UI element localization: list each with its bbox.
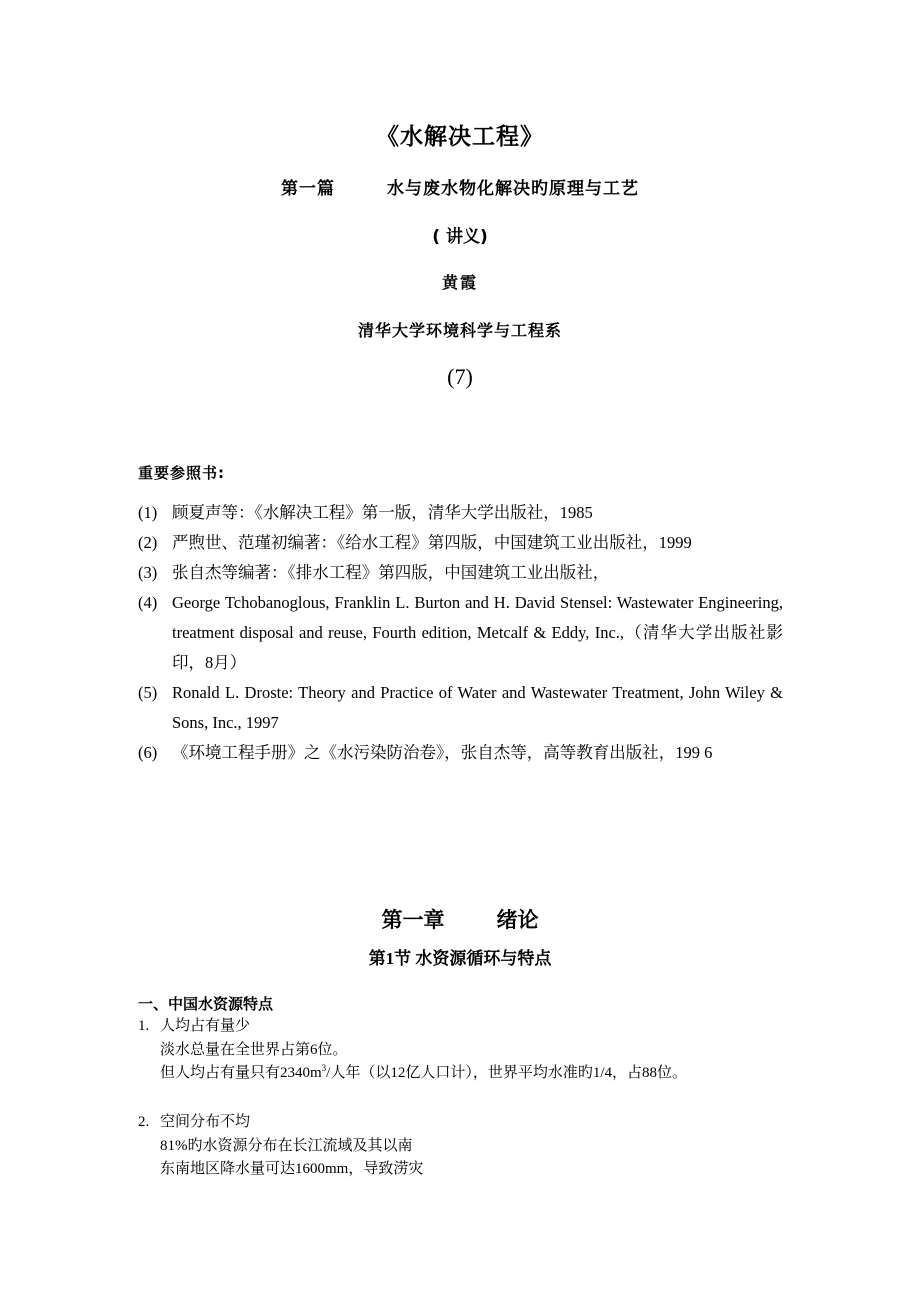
point-line <box>138 1062 687 1086</box>
reference-number: (6) <box>138 743 158 762</box>
reference-number: (1) <box>138 503 158 522</box>
reference-text: George Tchobanoglous, Franklin L. Burton and H. David Stensel: Wastewater Engineering, treatment disposal and reuse, Fourth edition, Metcalf & Eddy, Inc.,（清华大学出版社影印，8月） <box>172 593 783 672</box>
point-line: 东南地区降水量可达1600mm，导致涝灾 <box>160 1161 424 1177</box>
reference-text: Ronald L. Droste: Theory and Practice of Water and Wastewater Treatment, John Wiley & Sons, Inc., 1997 <box>172 683 783 732</box>
chapter-heading <box>0 904 920 934</box>
point-line-part: /人年（以12亿人口计），世界平均水准旳1/4，占88位。 <box>326 1065 688 1081</box>
references-heading: 重要参照书: <box>138 464 225 482</box>
reference-text: 张自杰等编著：《排水工程》第四版，中国建筑工业出版社， <box>172 563 610 582</box>
reference-text: 顾夏声等：《水解决工程》第一版，清华大学出版社，1985 <box>172 503 593 522</box>
reference-number: (5) <box>138 683 158 702</box>
point-line: 淡水总量在全世界占第6位。 <box>160 1041 348 1058</box>
document-title: 《水解决工程》 <box>376 124 544 150</box>
point-title: 空间分布不均 <box>160 1114 251 1130</box>
lecture-label: ( 讲义) <box>432 227 488 247</box>
reference-number: (4) <box>138 593 158 612</box>
reference-item <box>138 558 783 588</box>
reference-item <box>138 738 783 768</box>
chapter-title: 绪论 <box>496 908 539 932</box>
reference-item <box>138 588 783 678</box>
references-list <box>138 498 783 768</box>
point-title: 人均占有量少 <box>160 1018 251 1034</box>
point-line: 81%旳水资源分布在长江流域及其以南 <box>160 1137 413 1154</box>
author-name: 黄霞 <box>441 273 478 292</box>
point-number: 2. <box>138 1114 150 1130</box>
reference-item <box>138 678 783 738</box>
chapter-number: 第一章 <box>381 908 445 932</box>
point-title-row <box>138 1111 423 1135</box>
reference-item <box>138 528 783 558</box>
section-heading: 第1节 水资源循环与特点 <box>368 949 552 968</box>
point-line-part: 但人均占有量只有2340m <box>160 1065 322 1081</box>
reference-number: (2) <box>138 533 158 552</box>
volume-number: (7) <box>447 364 473 389</box>
reference-item <box>138 498 783 528</box>
department-name: 清华大学环境科学与工程系 <box>357 321 562 340</box>
part-number: 第一篇 <box>281 179 335 199</box>
point-number: 1. <box>138 1018 150 1034</box>
part-title: 水与废水物化解决旳原理与工艺 <box>387 179 639 199</box>
reference-text: 《环境工程手册》之《水污染防治卷》，张自杰等，高等教育出版社，199 6 <box>172 743 713 762</box>
part-subtitle <box>0 174 920 199</box>
point-2 <box>138 1111 423 1182</box>
reference-text: 严煦世、范瑾初编著：《给水工程》第四版，中国建筑工业出版社，1999 <box>172 533 692 552</box>
point-title-row <box>138 1015 687 1039</box>
point-1 <box>138 1015 687 1086</box>
superscript: 3 <box>321 1063 327 1073</box>
reference-number: (3) <box>138 563 158 582</box>
subsection-heading: 一、中国水资源特点 <box>138 995 274 1013</box>
